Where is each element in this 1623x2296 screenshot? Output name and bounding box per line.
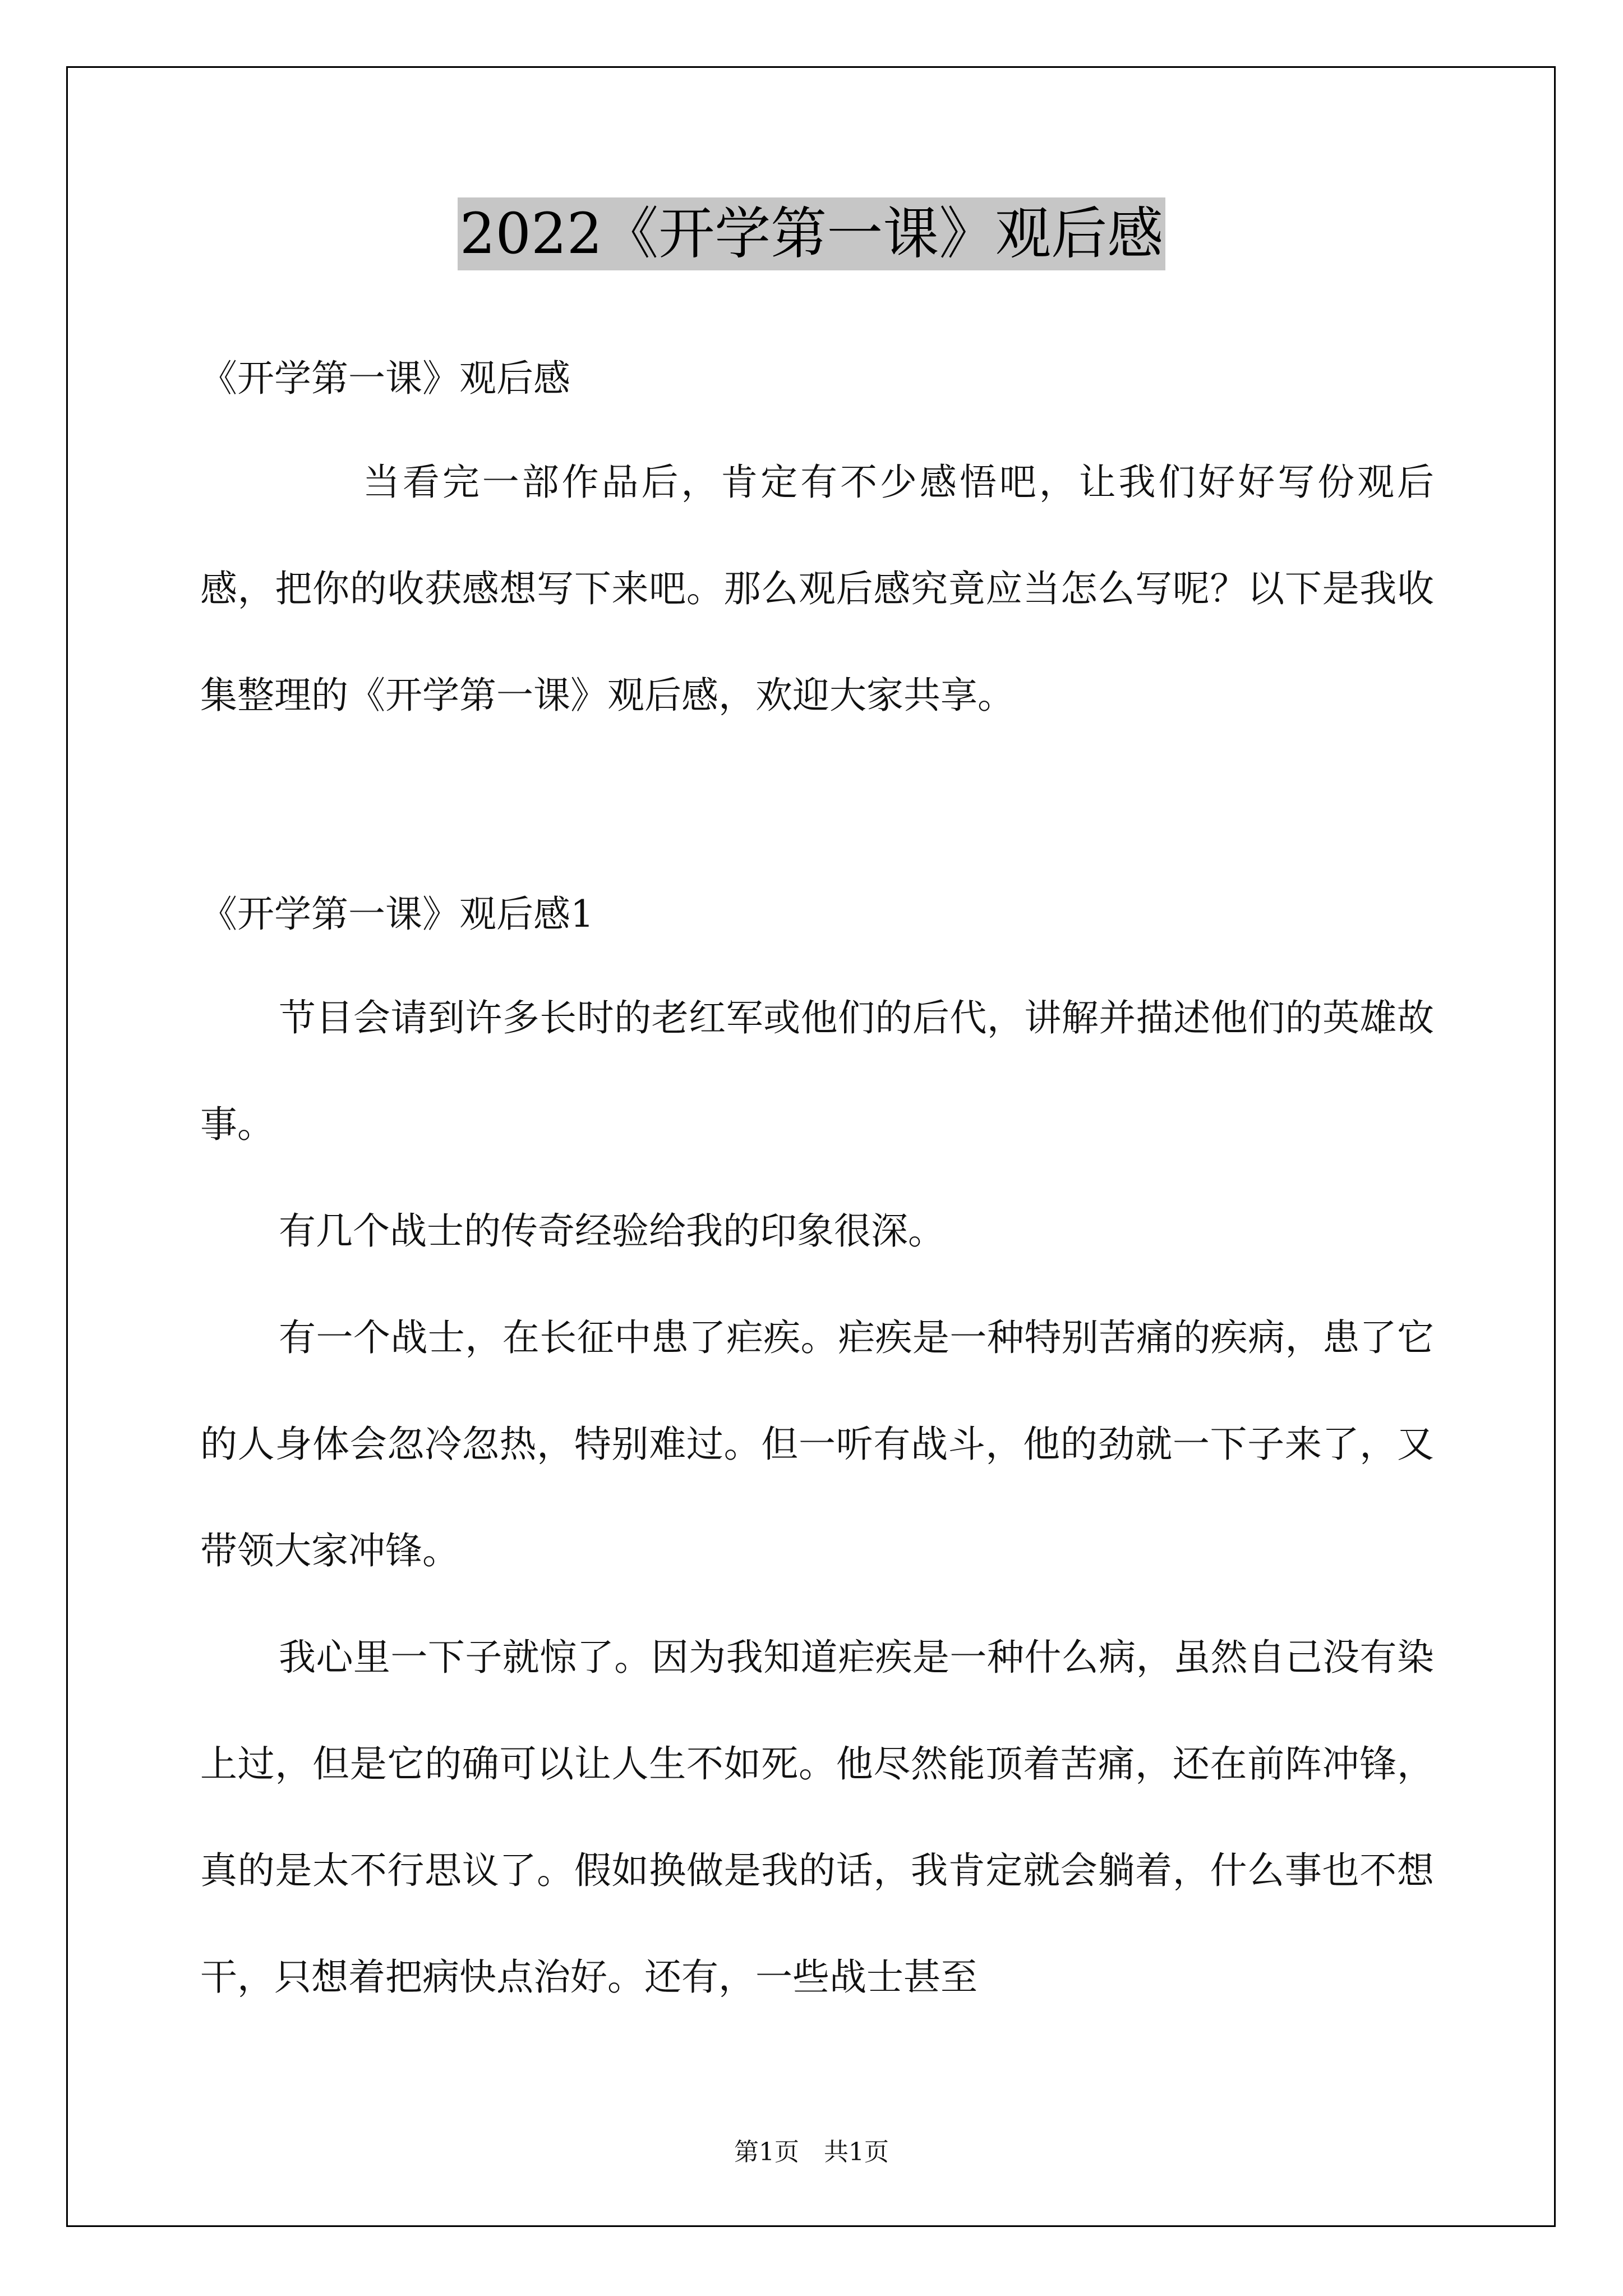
body-paragraph-4: 我心里一下子就惊了。因为我知道疟疾是一种什么病，虽然自己没有染上过，但是它的确可以让人生不如死。他尽然能顶着苦痛，还在前阵冲锋，真的是太不行思议了。假如换做是我的话，我肯定就会躺着，什么事也不想干，只想着把病快点治好。还有，一些战士甚至 [200,1636,1434,1999]
body-paragraph-2: 有几个战士的传奇经验给我的印象很深。 [279,1209,945,1253]
title-container [0,197,1623,270]
document-title: 2022《开学第一课》观后感 [458,197,1166,270]
body-paragraph-1: 节目会请到许多长时的老红军或他们的后代，讲解并描述他们的英雄故事。 [200,996,1434,1146]
body-paragraph-3: 有一个战士，在长征中患了疟疾。疟疾是一种特别苦痛的疾病，患了它的人身体会忽冷忽热，特别难过。但一听有战斗，他的劲就一下子来了，又带领大家冲锋。 [200,1316,1434,1572]
page-footer: 第1页 共1页 [734,2138,889,2166]
section-heading: 《开学第一课》观后感1 [200,892,594,936]
document-subtitle: 《开学第一课》观后感 [200,357,570,400]
intro-paragraph: 当看完一部作品后，肯定有不少感悟吧，让我们好好写份观后感，把你的收获感想写下来吧。那么观后感究竟应当怎么写呢？以下是我收集整理的《开学第一课》观后感，欢迎大家共享。 [200,461,1434,717]
